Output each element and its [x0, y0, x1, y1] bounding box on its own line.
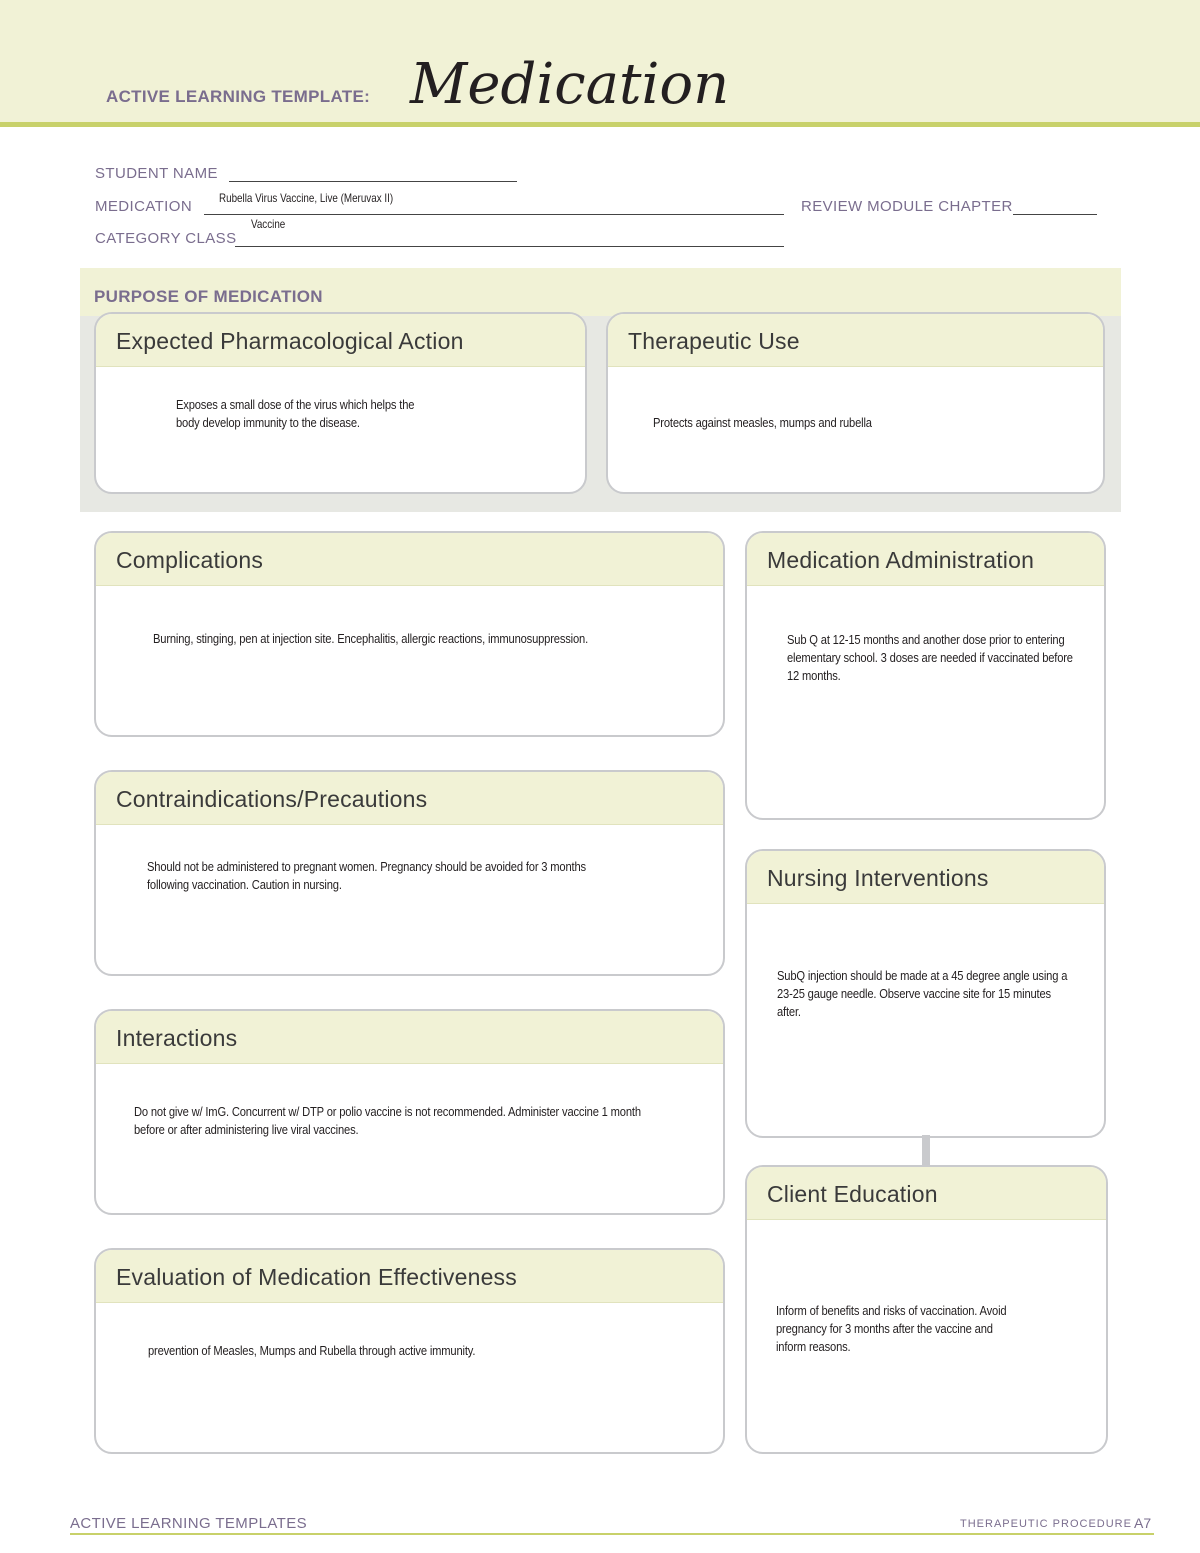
complications-box — [94, 531, 725, 737]
box-header — [96, 1250, 723, 1303]
complications-text[interactable]: Burning, stinging, pen at injection site. Encephalitis, allergic reactions, immunosuppression. — [153, 631, 589, 646]
medication-value: Rubella Virus Vaccine, Live (Meruvax II) — [219, 191, 394, 205]
evaluation-text[interactable]: prevention of Measles, Mumps and Rubella through active immunity. — [148, 1343, 476, 1358]
medication-field[interactable] — [204, 214, 784, 215]
template-label: ACTIVE LEARNING TEMPLATE: — [106, 87, 371, 106]
page-title: Medication — [410, 52, 730, 117]
contraindications-text[interactable]: Should not be administered to pregnant women. Pregnancy should be avoided for 3 months following vaccination. Caution in nursing. — [147, 859, 586, 892]
review-module-field[interactable] — [1013, 214, 1097, 215]
student-name-field[interactable] — [229, 181, 517, 182]
header-rule — [0, 122, 1200, 127]
purpose-title: PURPOSE OF MEDICATION — [94, 287, 323, 306]
client-education-box — [745, 1165, 1108, 1454]
medication-administration-text[interactable]: Sub Q at 12-15 months and another dose prior to entering elementary school. 3 doses are needed if vaccinated before 12 months. — [787, 632, 1073, 683]
footer-right: THERAPEUTIC PROCEDURE — [960, 1518, 1132, 1530]
box-header — [747, 1167, 1106, 1220]
medication-administration-box — [745, 531, 1106, 820]
student-name-label: STUDENT NAME — [95, 165, 218, 182]
therapeutic-use-box — [606, 312, 1105, 494]
box-header — [96, 533, 723, 586]
box-header — [747, 851, 1104, 904]
expected-action-text[interactable]: Exposes a small dose of the virus which helps the body develop immunity to the disease. — [176, 397, 415, 430]
category-class-value: Vaccine — [251, 217, 286, 231]
box-connector — [922, 1135, 930, 1168]
box-header — [96, 772, 723, 825]
therapeutic-use-text[interactable]: Protects against measles, mumps and rubella — [653, 415, 872, 430]
evaluation-box — [94, 1248, 725, 1454]
page-number: A7 — [1134, 1515, 1152, 1531]
evaluation-title: Evaluation of Medication Effectiveness — [116, 1264, 517, 1290]
nursing-interventions-text[interactable]: SubQ injection should be made at a 45 degree angle using a 23-25 gauge needle. Observe vaccine site for 15 minutes after. — [777, 968, 1068, 1019]
nursing-interventions-box — [745, 849, 1106, 1138]
expected-action-box — [94, 312, 587, 494]
box-header — [608, 314, 1103, 367]
category-class-field[interactable] — [235, 246, 784, 247]
expected-action-title: Expected Pharmacological Action — [116, 328, 464, 354]
footer-left: ACTIVE LEARNING TEMPLATES — [70, 1515, 307, 1532]
client-education-text[interactable]: Inform of benefits and risks of vaccination. Avoid pregnancy for 3 months after the vaccine and inform reasons. — [776, 1303, 1007, 1354]
contraindications-title: Contraindications/Precautions — [116, 786, 428, 812]
medication-label: MEDICATION — [95, 198, 193, 215]
review-module-label: REVIEW MODULE CHAPTER — [801, 198, 1013, 215]
category-class-label: CATEGORY CLASS — [95, 230, 237, 247]
box-header — [96, 314, 585, 367]
contraindications-box — [94, 770, 725, 976]
interactions-box — [94, 1009, 725, 1215]
footer-rule — [70, 1533, 1154, 1535]
complications-title: Complications — [116, 547, 264, 573]
medication-administration-title: Medication Administration — [767, 547, 1035, 573]
client-education-title: Client Education — [767, 1181, 938, 1207]
interactions-text[interactable]: Do not give w/ ImG. Concurrent w/ DTP or polio vaccine is not recommended. Administer vaccine 1 month before or after administering live viral vaccines. — [134, 1104, 641, 1137]
therapeutic-use-title: Therapeutic Use — [628, 328, 800, 354]
box-header — [747, 533, 1104, 586]
nursing-interventions-title: Nursing Interventions — [767, 865, 989, 891]
box-header — [96, 1011, 723, 1064]
interactions-title: Interactions — [116, 1025, 238, 1051]
